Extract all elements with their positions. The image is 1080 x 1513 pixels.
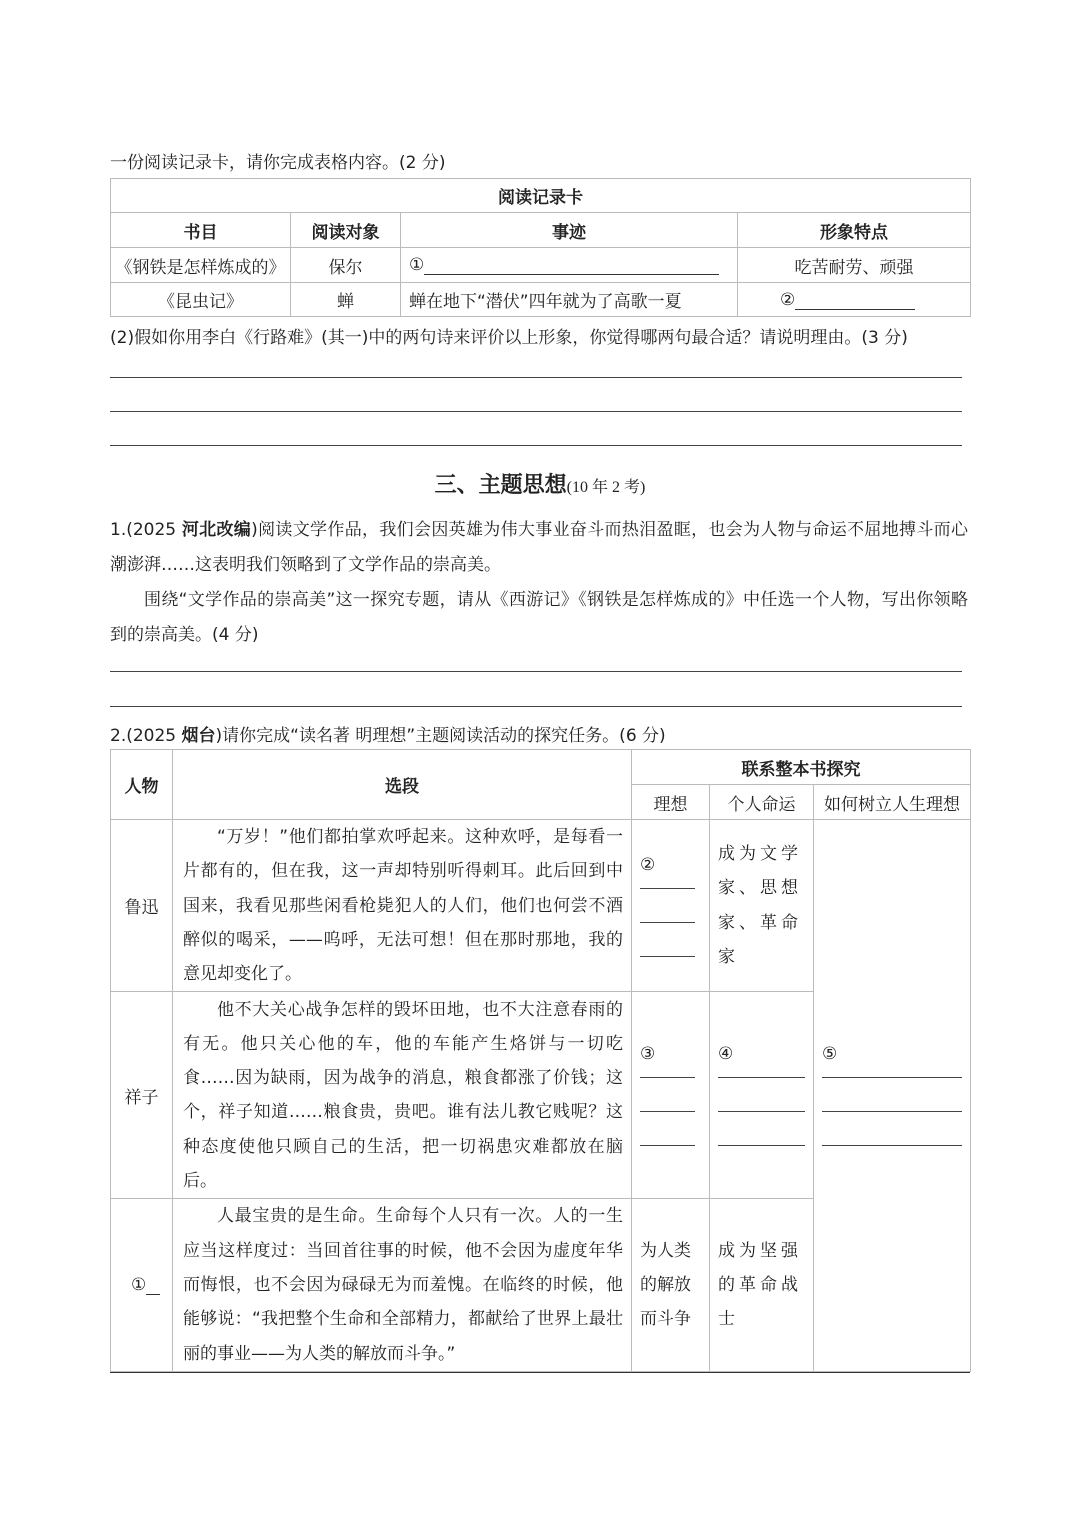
fate: 成为坚强的革命战士 <box>710 1199 814 1371</box>
book: 《钢铁是怎样炼成的》 <box>111 248 291 283</box>
subject: 蝉 <box>291 283 401 317</box>
question-source: 河北改编 <box>181 520 252 540</box>
header-subject: 阅读对象 <box>291 213 401 248</box>
header-excerpt: 选段 <box>173 750 632 820</box>
person-blank[interactable] <box>111 1199 173 1371</box>
header-fate: 个人命运 <box>710 785 814 820</box>
blank-number: ⑤ <box>822 1044 838 1065</box>
blank-number: ① <box>131 1275 147 1296</box>
how-blank[interactable] <box>814 820 971 1372</box>
header-person: 人物 <box>111 750 173 820</box>
excerpt: “万岁！”他们都拍掌欢呼起来。这种欢呼，是每看一片都有的，但在我，这一声却特别听得刺耳。此后回到中国来，我看见那些闲看枪毙犯人的人们，他们也何尝不酒醉似的喝采，——呜呼，无法可想！但在那时那地，我的意见却变化了。 <box>173 820 632 992</box>
answer-line[interactable] <box>110 411 962 412</box>
table-row <box>111 248 971 283</box>
question-number: 2.(2025 <box>110 726 182 746</box>
table-row <box>111 820 971 992</box>
table-bottom-rule <box>110 1372 970 1373</box>
intro-line: 一份阅读记录卡，请你完成表格内容。(2 分) <box>110 153 446 173</box>
blank-number: ① <box>409 255 425 275</box>
subject: 保尔 <box>291 248 401 283</box>
ideal-blank[interactable] <box>632 992 710 1199</box>
question-number: 1.(2025 <box>110 520 182 540</box>
blank-number: ② <box>640 854 656 875</box>
table-row <box>111 283 971 317</box>
deed: 蝉在地下“潜伏”四年就为了高歌一夏 <box>401 283 738 317</box>
blank-number: ④ <box>718 1044 734 1065</box>
question-part-2: (2)假如你用李白《行路难》(其一)中的两句诗来评价以上形象，你觉得哪两句最合适？请说明理由。(3 分) <box>110 328 908 348</box>
reading-record-card <box>110 178 971 317</box>
question-text: )请你完成“读名著 明理想”主题阅读活动的探究任务。(6 分) <box>215 726 666 746</box>
question-text: )阅读文学作品，我们会因英雄为伟大事业奋斗而热泪盈眶，也会为人物与命运不屈地搏斗而心潮澎湃……这表明我们领略到了文学作品的崇高美。 <box>110 520 968 575</box>
trait: 吃苦耐劳、顽强 <box>738 248 971 283</box>
deed-blank[interactable] <box>401 248 738 283</box>
answer-line[interactable] <box>110 706 962 707</box>
blank-number: ② <box>780 289 796 310</box>
question-task: 围绕“文学作品的崇高美”这一探究专题，请从《西游记》《钢铁是怎样炼成的》中任选一个人物，写出你领略到的崇高美。(4 分) <box>110 590 968 645</box>
blank-number: ③ <box>640 1044 656 1065</box>
card-title: 阅读记录卡 <box>111 179 971 213</box>
excerpt: 人最宝贵的是生命。生命每个人只有一次。人的一生应当这样度过：当回首往事的时候，他不会因为虚度年华而悔恨，也不会因为碌碌无为而羞愧。在临终的时候，他能够说：“我把整个生命和全部精力，都献给了世界上最壮丽的事业——为人类的解放而斗争。” <box>173 1199 632 1371</box>
question-2 <box>110 721 666 746</box>
fate-blank[interactable] <box>710 992 814 1199</box>
answer-line[interactable] <box>110 445 962 446</box>
question-1 <box>110 513 968 653</box>
header-book: 书目 <box>111 213 291 248</box>
answer-line[interactable] <box>110 671 962 672</box>
answer-line[interactable] <box>110 377 962 378</box>
trait-blank[interactable] <box>738 283 971 317</box>
section-title: 三、主题思想 <box>434 473 567 498</box>
question-source: 烟台 <box>181 726 216 746</box>
person: 祥子 <box>111 992 173 1199</box>
header-trait: 形象特点 <box>738 213 971 248</box>
section-note: (10 年 2 考) <box>566 479 646 496</box>
person: 鲁迅 <box>111 820 173 992</box>
excerpt: 他不大关心战争怎样的毁坏田地，也不大注意春雨的有无。他只关心他的车，他的车能产生烙饼与一切吃食……因为缺雨，因为战争的消息，粮食都涨了价钱；这个，祥子知道……粮食贵，贵吧。谁有法儿教它贱呢？这种态度使他只顾自己的生活，把一切祸患灾难都放在脑后。 <box>173 992 632 1199</box>
header-ideal: 理想 <box>632 785 710 820</box>
book: 《昆虫记》 <box>111 283 291 317</box>
fate: 成为文学家、思想家、革命家 <box>710 820 814 992</box>
section-heading <box>0 468 1080 499</box>
ideal: 为人类的解放而斗争 <box>632 1199 710 1371</box>
ideal-blank[interactable] <box>632 820 710 992</box>
header-deed: 事迹 <box>401 213 738 248</box>
exploration-table <box>110 749 971 1372</box>
header-how: 如何树立人生理想 <box>814 785 971 820</box>
header-group: 联系整本书探究 <box>632 750 971 785</box>
